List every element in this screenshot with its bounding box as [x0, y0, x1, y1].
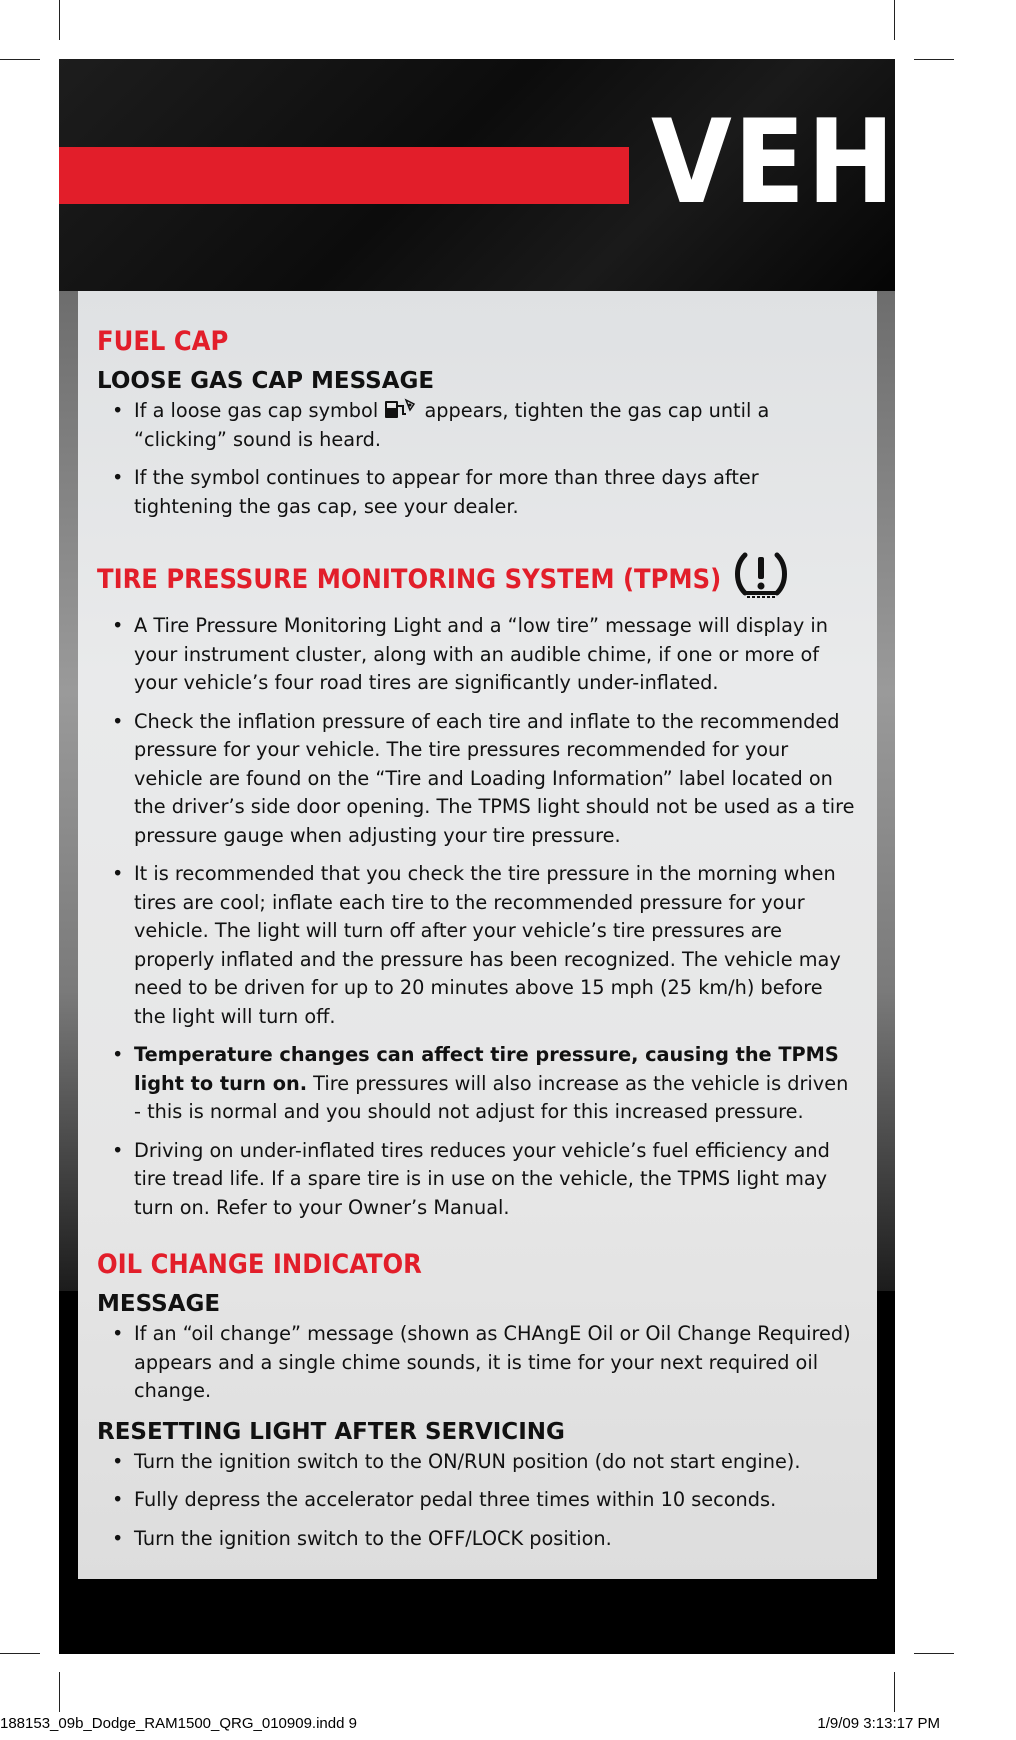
footer-timestamp: 1/9/09 3:13:17 PM: [817, 1715, 940, 1732]
crop-mark: [59, 1672, 60, 1712]
message-subheading: MESSAGE: [97, 1291, 221, 1317]
oil-change-section: [97, 1248, 857, 1563]
page: [59, 59, 1016, 1654]
fuel-cap-section: [97, 325, 857, 531]
loose-gas-cap-subheading: LOOSE GAS CAP MESSAGE: [97, 368, 435, 394]
resetting-light-subheading: RESETTING LIGHT AFTER SERVICING: [97, 1418, 565, 1445]
fuel-cap-heading: FUEL CAP: [97, 326, 229, 357]
content-panel: [78, 291, 877, 1579]
list-item: • A Tire Pressure Monitoring Light and a “low tire” message will display in your instrument cluster, along with an audible chime, if one or more of your vehicle’s four road tires are significantly under-inflated.: [97, 612, 857, 698]
crop-mark: [0, 1653, 40, 1654]
tire-pressure-warning-icon: [733, 551, 789, 608]
crop-mark: [0, 59, 40, 60]
left-photo-strip: [59, 291, 78, 1291]
header-red-bar: [59, 147, 629, 204]
oil-change-heading: OIL CHANGE INDICATOR: [97, 1249, 422, 1280]
crop-mark: [59, 0, 60, 40]
crop-mark: [894, 0, 895, 40]
tpms-heading: TIRE PRESSURE MONITORING SYSTEM (TPMS): [97, 551, 857, 608]
page-title: VEHIC: [651, 95, 1016, 230]
list-item: • Temperature changes can affect tire pressure, causing the TPMS light to turn on. Tire pressures will also increase as the vehicle is driven - this is normal and you should not adjust for this increased pressure.: [97, 1041, 857, 1127]
oil-reset-bullets: [97, 1448, 857, 1554]
list-item: • Driving on under-inflated tires reduces your vehicle’s fuel efficiency and tire tread life. If a spare tire is in use on the vehicle, the TPMS light may turn on. Refer to your Owner’s Manual.: [97, 1137, 857, 1223]
list-item: • Fully depress the accelerator pedal three times within 10 seconds.: [97, 1486, 857, 1515]
right-photo-strip: [877, 291, 895, 1291]
list-item: • Turn the ignition switch to the ON/RUN position (do not start engine).: [97, 1448, 857, 1477]
footer-file-name: 188153_09b_Dodge_RAM1500_QRG_010909.indd 9: [0, 1715, 357, 1732]
crop-mark: [914, 1653, 954, 1654]
oil-message-bullets: [97, 1320, 857, 1406]
crop-mark: [894, 1672, 895, 1712]
list-item: • It is recommended that you check the tire pressure in the morning when tires are cool; inflate each tire to the recommended pressure for your vehicle. The light will turn off after your vehicle’s tire pressures are properly inflated and the pressure has been recognized. The vehicle may need to be driven for up to 20 minutes above 15 mph (25 km/h) before the light will turn off.: [97, 860, 857, 1031]
list-item: • If a loose gas cap symbol appears, tighten the gas cap until a “clicking” sound is heard.: [97, 397, 857, 454]
fuel-cap-bullets: [97, 397, 857, 521]
list-item: • Turn the ignition switch to the OFF/LOCK position.: [97, 1525, 857, 1554]
list-item: • Check the inflation pressure of each tire and inflate to the recommended pressure for your vehicle. The tire pressures recommended for your vehicle are found on the “Tire and Loading Information” label located on the driver’s side door opening. The TPMS light should not be used as a tire pressure gauge when adjusting your tire pressure.: [97, 708, 857, 851]
gas-cap-icon: [384, 398, 418, 420]
list-item: • If an “oil change” message (shown as CHAngE Oil or Oil Change Required) appears and a single chime sounds, it is time for your next required oil change.: [97, 1320, 857, 1406]
crop-mark: [914, 59, 954, 60]
tpms-section: [97, 551, 857, 1232]
tpms-bullets: [97, 612, 857, 1222]
list-item: • If the symbol continues to appear for more than three days after tightening the gas cap, see your dealer.: [97, 464, 857, 521]
